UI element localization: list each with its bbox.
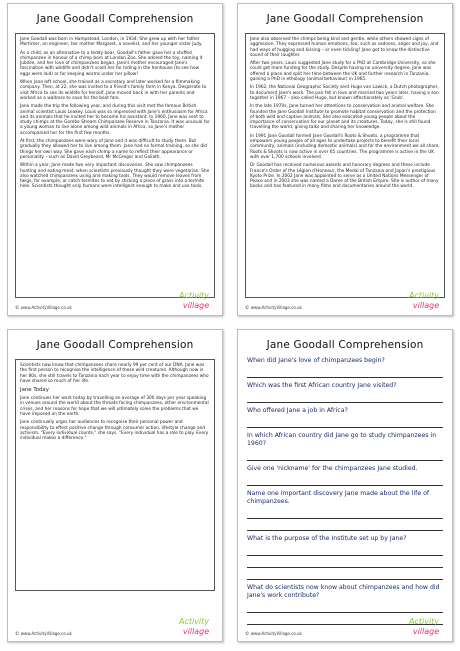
logo-line2: village: [412, 627, 440, 636]
paragraph: In the late 1970s, Jane turned her attentions to conservation and animal welfare. She founded the Jane Goodall Institute to promote habitat conservation and the protection of both wild and captive animals. She also educated young people about the importance of conservation for our planet and its creatures. Today, she is still found travelling the world, giving talks and sharing her knowledge.: [250, 104, 436, 131]
answer-line[interactable]: [247, 473, 443, 486]
text-box: [245, 33, 445, 298]
activity-village-logo: [404, 615, 444, 637]
logo-line1: Activity: [178, 291, 210, 300]
subheading: Jane Today: [20, 387, 49, 394]
answer-line[interactable]: [247, 365, 443, 378]
worksheet-page-2: [237, 3, 453, 316]
question: When did Jane's love of chimpanzees begin?: [247, 357, 385, 364]
text-box: [15, 359, 215, 591]
logo-line1: Activity: [408, 291, 440, 300]
copyright-icon: ©: [245, 306, 250, 311]
question: Who offered Jane a job in Africa?: [247, 407, 348, 414]
footer-url: [245, 305, 302, 311]
paragraph: Jane also observed the chimps being kind and gentle, while others showed signs of aggression. They expressed human emotions, too, such as sadness, anger and joy, and had ways of hugging and kissing – or even tickling! Jane got to know the distinctive sound of their laughter.: [250, 37, 439, 58]
footer-url: [245, 631, 302, 637]
answer-line[interactable]: [247, 600, 443, 613]
footer-url-text: www.ActivityVillage.co.uk: [20, 631, 72, 636]
logo-line1: Activity: [408, 617, 440, 626]
question: What is the purpose of the Institute set up by Jane?: [247, 535, 407, 542]
paragraph: As a child, as an alternative to a teddy bear, Goodall's father gave her a stuffed chimpanzee in honour of a chimp born at London Zoo. She adored the toy, naming it Jubilee, and her love of chimpanzees began. Jane's mother encouraged Jane's fascination with wildlife and didn't scold her for hiding in the henhouse (to see how eggs were laid) or for keeping worms under her pillow!: [20, 50, 203, 77]
paragraph: Jane continues her work today by travelling an average of 300 days per year speaking in venues around the world about the threats facing chimpanzees, other environmental crises, and her reasons for hope that we will ultimately solve the problems that we have imposed on the earth.: [20, 396, 209, 418]
answer-line[interactable]: [247, 390, 443, 403]
answer-line[interactable]: [247, 448, 443, 461]
text-box: [15, 33, 215, 298]
copyright-icon: ©: [15, 632, 20, 637]
footer-url-text: www.ActivityVillage.co.uk: [20, 305, 72, 310]
footer-url: [15, 631, 72, 637]
answer-line[interactable]: [247, 568, 443, 580]
answer-line[interactable]: [247, 519, 443, 531]
worksheet-page-4: [237, 329, 453, 642]
question: Which was the first African country Jane visited?: [247, 382, 397, 389]
page-title: Jane Goodall Comprehension: [266, 13, 424, 25]
paragraph: Jane Goodall was born in Hampstead, London, in 1934. She grew up with her father Mortimer, an engineer, her mother Margaret, a novelist, and her younger sister Judy.: [20, 37, 203, 48]
paragraph: When Jane left school, she trained as a secretary and later worked for a filmmaking company. Then, at 22, she was invited to a friend's family farm in Kenya. Desperate to visit Africa to see its wildlife for herself, Jane moved back in with her parents and worked as a waitress to save for the boat fare.: [20, 80, 207, 101]
paragraph: Jane made the trip the following year, and during this visit met the famous British animal scientist Louis Leakey. Louis was so impressed with Jane's enthusiasm for Africa and its animals that he invited her to become his assistant. In 1960, Jane was sent to study chimps at the Gombe Stream Chimpanzee Reserve in Tanzania. It was unusual for a young woman to live alone among wild animals in Africa, so Jane's mother accompanied her for the first few months.: [20, 104, 210, 136]
activity-village-logo: [404, 289, 444, 311]
question: In which African country did Jane go to study chimpanzees in 1960?: [247, 432, 437, 447]
paragraph: In 1962, the National Geographic Society sent Hugo van Lawick, a Dutch photographer, to document Jane's work. The pair fell in love and married two years later, having a son together in 1967 – also called Hugo, but known affectionately as 'Grub'.: [250, 85, 439, 101]
answer-line[interactable]: [247, 415, 443, 428]
logo-line2: village: [412, 301, 440, 310]
question: What do scientists now know about chimpanzees and how did Jane's work contribute?: [247, 584, 440, 599]
answer-line[interactable]: [247, 506, 443, 519]
paragraph: After two years, Louis suggested Jane study for a PhD at Cambridge University, so she could get more funding for the study. Despite having no university degree, Jane was offered a place and split her time between the UK and further research in Tanzania, gaining a PhD in ethology (animal behaviour) in 1965.: [250, 61, 436, 83]
paragraph: At first, the chimpanzees were wary of Jane and it was difficult to study them. But gradually they allowed her to live among them. Jane had no formal training, so she did things her own way. She gave each chimp a name to reflect their appearance or personality – such as David Greybeard, Mr McGregor and Goliath.: [20, 139, 207, 160]
page-title: Jane Goodall Comprehension: [36, 13, 194, 25]
paragraph: In 1991 Jane Goodall formed Jane Goodall's Roots & Shoots, a programme that empowers young people of all ages to undertake projects to benefit their local community, animals (including domestic animals) and for the environment we all share. Roots & Shoots is now active in over 65 countries. The programme is active in the UK with over 1,700 schools involved.: [250, 133, 440, 160]
copyright-icon: ©: [245, 632, 250, 637]
activity-village-logo: [174, 289, 214, 311]
paragraph: Within a year, Jane made two very important discoveries. She saw chimpanzees hunting and eating meat, when scientists previously thought they were vegetarian. She also watched chimpanzees using and making tools. They would remove leaves from twigs, for example, or catch termites to eat by sticking a piece of grass into a termite hole. Scientists thought only humans were intelligent enough to make and use tools.: [20, 163, 210, 190]
logo-line2: village: [182, 627, 210, 636]
paragraph: Jane continually urges her audiences to recognise their personal power and responsibility to effect positive change through consumer action, lifestyle change and activism. "Every individual counts," she says. "Every individual has a role to play. Every individual makes a difference.": [20, 420, 209, 442]
page-title: Jane Goodall Comprehension: [266, 339, 424, 351]
logo-line1: Activity: [178, 617, 210, 626]
question-list: [247, 357, 443, 625]
answer-line[interactable]: [247, 556, 443, 568]
page-title: Jane Goodall Comprehension: [36, 339, 194, 351]
activity-village-logo: [174, 615, 214, 637]
paragraph: Scientists now know that chimpanzees share nearly 99 per cent of our DNA. Jane was the first person to recognise the intelligence of these wild creatures. Although now in her 80s, she still travels to Tanzania each year to enjoy time with the chimpanzees who have shared so much of her life.: [20, 363, 209, 384]
question: Give one 'nickname' for the chimpanzees Jane studied.: [247, 465, 418, 472]
question: Name one important discovery Jane made about the life of chimpanzees.: [247, 490, 430, 505]
footer-url-text: www.ActivityVillage.co.uk: [250, 305, 302, 310]
worksheet-page-3: [7, 329, 223, 642]
footer-url: [15, 305, 72, 311]
worksheet-page-1: [7, 3, 223, 316]
answer-line[interactable]: [247, 543, 443, 556]
paragraph: Dr Goodall has received numerous awards and honorary degrees and these include France's Order of the Légion d'Honneur, the Medal of Tanzania and Japan's prestigious Kyoto Prize. In 2002 Jane was appointed to serve as a United Nations Messenger of Peace and in 2003 she was named a Dame of the British Empire. She is author of many books and has featured in many films and documentaries around the world.: [250, 163, 439, 190]
logo-line2: village: [182, 301, 210, 310]
copyright-icon: ©: [15, 306, 20, 311]
footer-url-text: www.ActivityVillage.co.uk: [250, 631, 302, 636]
